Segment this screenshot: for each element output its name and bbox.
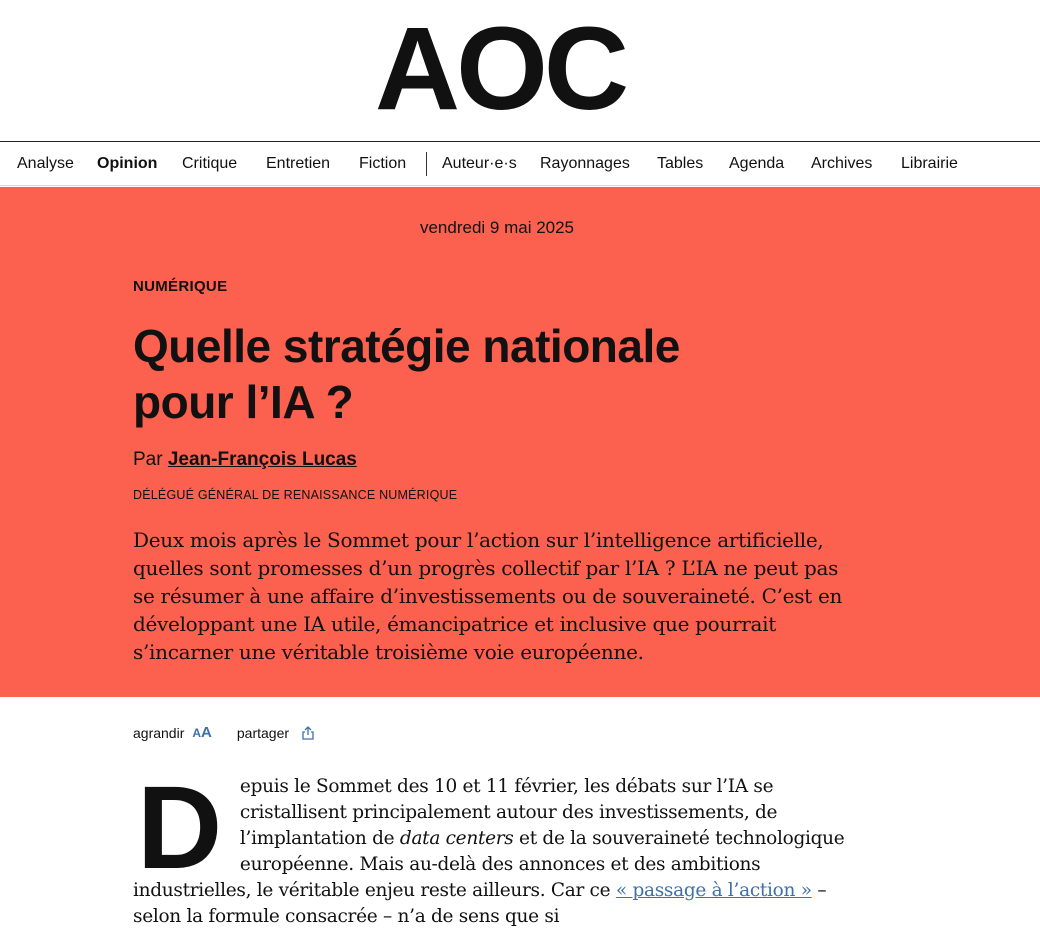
byline-prefix: Par [133,449,163,470]
share-icon [301,726,315,740]
byline [133,449,357,471]
nav-item-opinion[interactable]: Opinion [97,154,158,172]
nav-item-fiction[interactable]: Fiction [359,154,407,172]
title-line-1: Quelle stratégie nationale [133,320,680,372]
author-role: DÉLÉGUÉ GÉNÉRAL DE RENAISSANCE NUMÉRIQUE [133,488,458,502]
enlarge-text-button[interactable] [133,724,212,741]
site-logo[interactable]: AOC [374,3,626,135]
nav-item-analyse[interactable]: Analyse [17,154,74,172]
nav-item-critique[interactable]: Critique [182,154,238,172]
body-link[interactable]: « passage à l’action » [615,880,812,901]
article-body [133,762,863,930]
text-size-icon: AA [192,724,212,741]
title-line-2: pour l’IA ? [133,376,354,428]
author-link[interactable]: Jean-François Lucas [167,449,357,470]
nav-item-auteurs[interactable]: Auteur·e·s [442,154,517,172]
nav-item-agenda[interactable]: Agenda [729,154,785,172]
article-date: vendredi 9 mai 2025 [419,218,575,237]
article-standfirst: Deux mois après le Sommet pour l’action sur l’intelligence artificielle, quelles sont promesses d’un progrès collectif par l’IA ? L’IA ne peut pas se résumer à une affaire d’investissements ou de souveraineté. C’est en développant une IA utile, émancipatrice et inclusive que pourrait s’incarner une véritable troisième voie européenne. [133,528,843,664]
nav-item-tables[interactable]: Tables [657,154,704,172]
nav-item-entretien[interactable]: Entretien [266,154,331,172]
body-emphasis: data centers [399,828,514,849]
article-rubric[interactable]: NUMÉRIQUE [133,278,228,295]
enlarge-label: agrandir [133,724,185,741]
main-nav [0,141,1040,186]
nav-item-rayonnages[interactable]: Rayonnages [540,154,630,172]
article-tools [133,724,315,741]
body-text-2: et de la souveraineté technologique européenne. Mais au-delà des annonces et des ambitions industrielles, le véritable enjeu reste ailleurs. Car ce [133,828,845,901]
article-header [0,187,1040,697]
body-text-1: epuis le Sommet des 10 et 11 février, les débats sur l’IA se cristallisent principalement autour des investissements, de l’implantation de [239,776,778,849]
body-text-3: – selon la formule consacrée – n’a de sens que si [133,880,827,927]
nav-divider [426,152,427,176]
nav-item-librairie[interactable]: Librairie [901,154,958,172]
share-button[interactable] [237,725,315,741]
share-label: partager [236,724,290,741]
nav-item-archives[interactable]: Archives [811,154,873,172]
drop-cap: D [137,762,222,894]
article-title [133,318,853,430]
